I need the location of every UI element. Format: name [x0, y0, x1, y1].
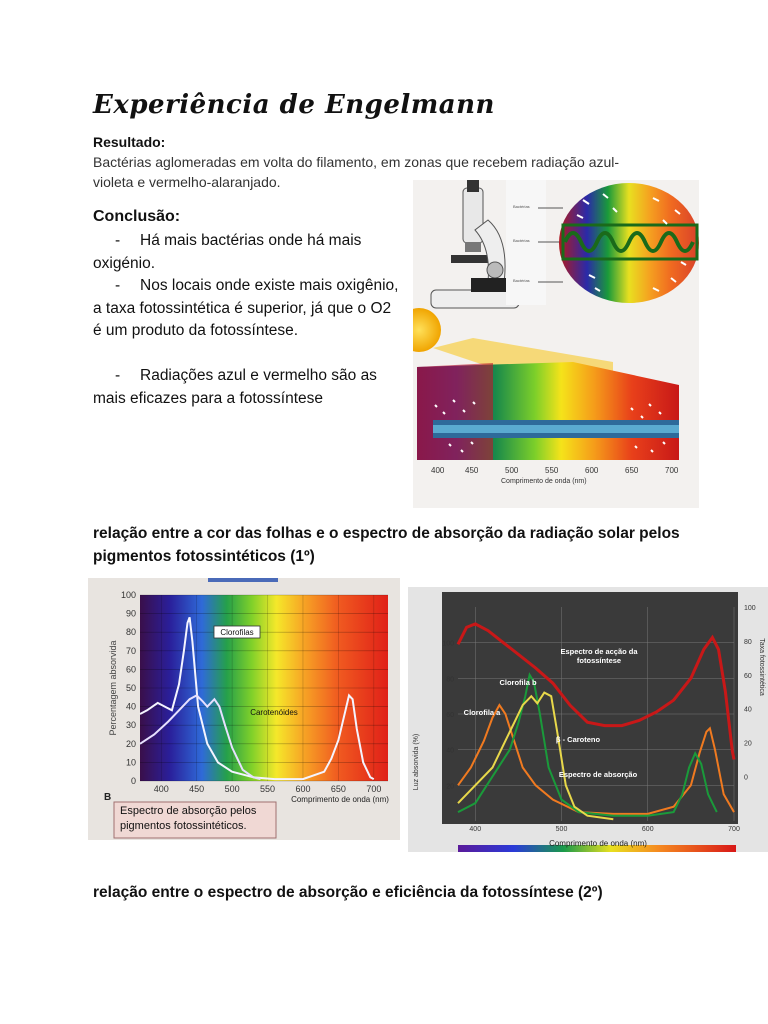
conclusion-item-2: - Nos locais onde existe mais oxigênio, a taxa fotossintética é superior, já que o O2 é um produto da fotossíntese.: [93, 277, 399, 339]
chart2-y2tick: 20: [744, 740, 752, 748]
fig1-tick: 600: [585, 466, 599, 475]
fig1-tick: 400: [431, 466, 445, 475]
chart1-ytick: 10: [125, 757, 136, 768]
conclusion-item-3: - Radiações azul e vermelho são as mais eficazes para a fotossíntese: [93, 367, 377, 407]
chart2-y2label: Taxa fotossintética: [758, 638, 765, 696]
chart1-xtick: 550: [260, 784, 276, 794]
chart1-ytick: 90: [125, 608, 136, 619]
chart2-xtick: 400: [469, 826, 482, 833]
chart1-xtick: 600: [295, 784, 311, 794]
conclusion-item-1: - Há mais bactérias onde há mais oxigénio.: [93, 232, 362, 272]
chart1-ytick: 30: [125, 720, 136, 731]
chart2-y2tick: 0: [744, 774, 748, 782]
engelmann-figure: [413, 180, 699, 508]
chart1-ytick: 40: [125, 701, 136, 712]
chart2-xlabel: Comprimento de onda (nm): [549, 839, 647, 848]
chart1-label-clorofilas: Clorofilas: [220, 628, 254, 637]
chart1-ytick: 100: [120, 590, 136, 600]
chart2-ytick: 40: [446, 747, 454, 755]
result-label: Resultado:: [93, 134, 166, 150]
chart2-ytick: 20: [446, 783, 454, 791]
chart1-label-carotenoides: Carotenóides: [250, 708, 298, 717]
chart2-label-action: Espectro de acção da fotossíntese: [560, 647, 638, 665]
fig1-tick: 650: [625, 466, 639, 475]
chart2-xtick: 700: [728, 826, 740, 833]
chart2-xtick: 500: [555, 826, 568, 833]
conclusion-label: Conclusão:: [93, 208, 181, 225]
chart2-ytick: 80: [446, 676, 454, 684]
chart1-xtick: 700: [366, 784, 382, 794]
chart1-caption: Espectro de absorção pelos pigmentos fotossintéticos.: [120, 805, 257, 832]
chart2-label-chl-a: Clorofila a: [463, 708, 501, 717]
svg-text:Bactérias: Bactérias: [513, 204, 530, 209]
chart1-xtick: 400: [153, 784, 169, 794]
chart2-y2tick: 40: [744, 706, 752, 714]
chart1-ytick: 0: [130, 776, 136, 786]
svg-text:Bactérias: Bactérias: [513, 238, 530, 243]
chart2-ytick: 100: [442, 640, 454, 648]
chart1-ytick: 20: [125, 738, 136, 749]
fig1-xlabel: Comprimento de onda (nm): [501, 478, 587, 485]
chart1-xtick: 650: [330, 784, 346, 794]
chart1-xtick: 500: [224, 784, 240, 794]
chart2-label-chl-b: Clorofila b: [499, 678, 537, 687]
chart1-ytick: 60: [125, 664, 136, 675]
svg-text:Bactérias: Bactérias: [513, 278, 530, 283]
fig1-tick: 450: [465, 466, 479, 475]
chart2-ytick: 60: [446, 712, 454, 719]
chart1-ytick: 50: [125, 683, 136, 693]
chart1-panel-letter: B: [104, 792, 112, 803]
chart2-y2tick: 80: [744, 638, 752, 646]
chart2-xtick: 600: [641, 826, 654, 833]
subtitle-1: relação entre a cor das folhas e o espectro de absorção da radiação solar pelos pigmentos fotossintéticos (1º): [93, 525, 680, 565]
page-title: Experiência de Engelmann: [93, 90, 495, 120]
chart-action-spectrum: [408, 587, 768, 852]
subtitle-2: relação entre o espectro de absorção e eficiência da fotossíntese (2º): [93, 884, 603, 901]
chart1-xtick: 450: [189, 784, 205, 794]
fig1-tick: 500: [505, 466, 519, 475]
chart-absorption-pigments: [88, 578, 400, 840]
chart2-label-beta: β - Caroteno: [555, 735, 601, 744]
chart2-y2tick: 60: [744, 672, 752, 680]
chart1-ytick: 80: [125, 627, 136, 638]
chart2-ylabel: Luz absorvida (%): [413, 733, 420, 791]
chart2-y2tick: 100: [744, 605, 756, 612]
result-text: Bactérias aglomeradas em volta do filamento, em zonas que recebem radiação azul-violeta e vermelho-alaranjado.: [93, 154, 620, 190]
chart1-xlabel: Comprimento de onda (nm): [291, 795, 389, 804]
chart1-ylabel: Percentagem absorvida: [108, 640, 118, 736]
chart1-ytick: 70: [125, 645, 136, 656]
fig1-tick: 700: [665, 466, 679, 475]
fig1-tick: 550: [545, 466, 559, 475]
chart2-label-absorption: Espectro de absorção: [558, 770, 638, 779]
